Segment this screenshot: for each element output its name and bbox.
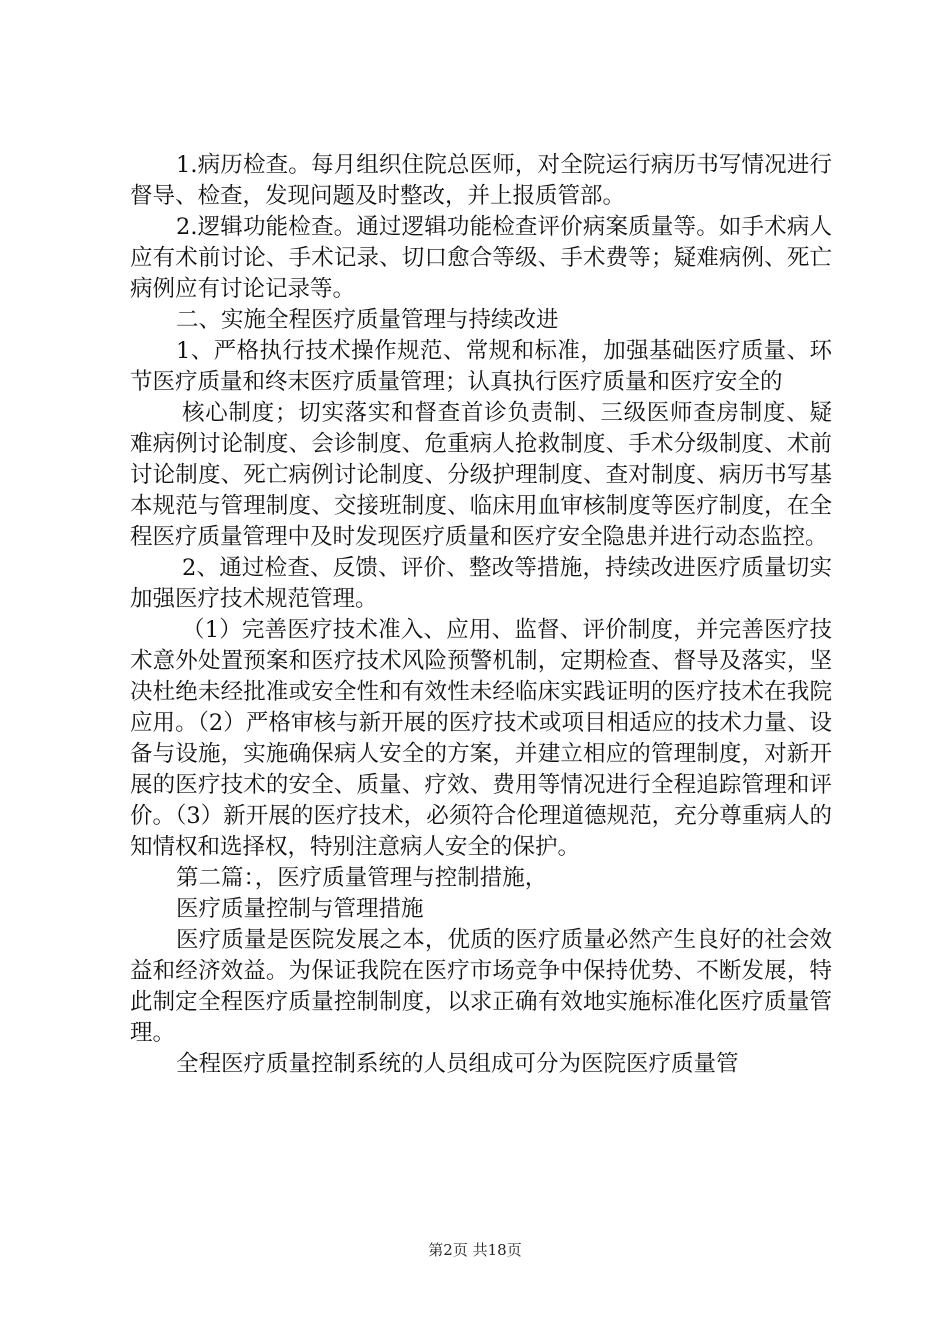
paragraph-control-system-staff: 全程医疗质量控制系统的人员组成可分为医院医疗质量管 bbox=[176, 1051, 739, 1077]
paragraph-logic-function-check: 2.逻辑功能检查。通过逻辑功能检查评价病案质量等。如手术病人应有术前讨论、手术记录、切口愈合等级、手术费等；疑难病例、死亡病例应有讨论记录等。 bbox=[130, 214, 832, 302]
paragraph-core-systems: 核心制度；切实落实和督查首诊负责制、三级医师查房制度、疑难病例讨论制度、会诊制度、危重病人抢救制度、手术分级制度、术前讨论制度、死亡病例讨论制度、分级护理制度、查对制度、病历书写基本规范与管理制度、交接班制度、临床用血审核制度等医疗制度，在全程医疗质量管理中及时发现医疗质量和医疗安全隐患并进行动态监控。 bbox=[130, 400, 832, 550]
document-body bbox=[130, 150, 832, 1080]
page-number-footer: 第2页 共18页 bbox=[428, 1241, 522, 1259]
subheading-quality-control-measures: 医疗质量控制与管理措施 bbox=[176, 896, 424, 922]
paragraph-technology-access: （1）完善医疗技术准入、应用、监督、评价制度，并完善医疗技术意外处置预案和医疗技术风险预警机制，定期检查、督导及落实，坚决杜绝未经批准或安全性和有效性未经临床实践证明的医疗技术在我院应用。（2）严格审核与新开展的医疗技术或项目相适应的技术力量、设备与设施，实施确保病人安全的方案，并建立相应的管理制度，对新开展的医疗技术的安全、质量、疗效、费用等情况进行全程追踪管理和评价。（3）新开展的医疗技术，必须符合伦理道德规范，充分尊重病人的知情权和选择权，特别注意病人安全的保护。 bbox=[130, 617, 832, 860]
chapter-heading-second: 第二篇：，医疗质量管理与控制措施， bbox=[176, 865, 548, 891]
paragraph-continuous-improvement: 2、通过检查、反馈、评价、整改等措施，持续改进医疗质量切实加强医疗技术规范管理。 bbox=[130, 555, 832, 612]
section-heading-quality-management: 二、实施全程医疗质量管理与持续改进 bbox=[176, 307, 559, 333]
paragraph-medical-record-check: 1.病历检查。每月组织住院总医师，对全院运行病历书写情况进行督导、检查，发现问题及时整改，并上报质管部。 bbox=[130, 152, 832, 209]
paragraph-quality-foundation: 医疗质量是医院发展之本，优质的医疗质量必然产生良好的社会效益和经济效益。为保证我院在医疗市场竞争中保持优势、不断发展，特此制定全程医疗质量控制制度，以求正确有效地实施标准化医疗质量管理。 bbox=[130, 927, 832, 1046]
paragraph-technical-standards: 1、严格执行技术操作规范、常规和标准，加强基础医疗质量、环节医疗质量和终末医疗质量管理；认真执行医疗质量和医疗安全的 bbox=[130, 338, 832, 395]
